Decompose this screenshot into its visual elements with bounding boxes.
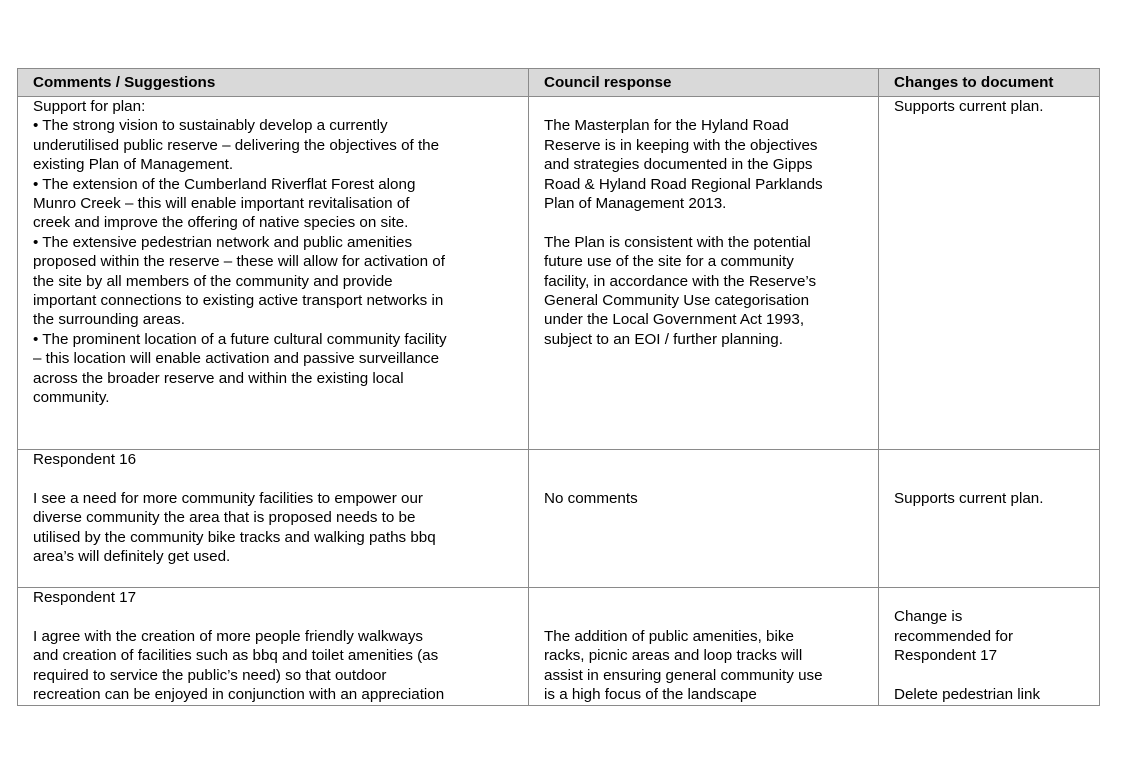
comment-line: I see a need for more community facilities to empower our [33, 489, 423, 507]
comment-line: and creation of facilities such as bbq and toilet amenities (as [33, 647, 439, 665]
blank-line [894, 666, 1099, 685]
comment-line: Respondent 17 [33, 589, 137, 606]
comment-line: I agree with the creation of more people friendly walkways [33, 627, 424, 645]
comment-line: Respondent 16 [33, 451, 137, 468]
response-line: The addition of public amenities, bike [544, 627, 794, 645]
comments-cell [18, 588, 529, 706]
comment-line: existing Plan of Management. [33, 156, 234, 174]
blank-line [33, 469, 528, 488]
response-line: assist in ensuring general community use [544, 666, 823, 684]
response-line: Road & Hyland Road Regional Parklands [544, 175, 823, 193]
response-line: and strategies documented in the Gipps [544, 156, 813, 174]
table-row [18, 588, 1100, 706]
comment-line: utilised by the community bike tracks and walking paths bbq [33, 528, 436, 546]
response-line: Plan of Management 2013. [544, 195, 727, 213]
response-line: subject to an EOI / further planning. [544, 330, 783, 348]
response-line: Reserve is in keeping with the objectives [544, 136, 818, 154]
comment-line: Support for plan: [33, 98, 146, 115]
changes-cell [879, 97, 1100, 450]
blank-line [894, 469, 1099, 488]
comment-line: diverse community the area that is proposed needs to be [33, 509, 416, 527]
changes-cell [879, 588, 1100, 706]
change-line: recommended for [894, 627, 1014, 645]
comment-line: • The prominent location of a future cultural community facility [33, 330, 447, 348]
blank-line [544, 450, 878, 469]
comment-line: • The extensive pedestrian network and public amenities [33, 233, 413, 251]
council-response-cell [529, 97, 879, 450]
table-row [18, 450, 1100, 588]
response-line: facility, in accordance with the Reserve’s [544, 272, 817, 290]
comment-line: • The extension of the Cumberland Riverflat Forest along [33, 175, 416, 193]
blank-line [544, 213, 878, 232]
change-line: Delete pedestrian link [894, 686, 1041, 703]
blank-line [544, 588, 878, 607]
council-response-cell [529, 450, 879, 588]
blank-line [33, 607, 528, 626]
response-line: The Plan is consistent with the potential [544, 233, 811, 251]
blank-line [544, 97, 878, 116]
table-row [18, 97, 1100, 450]
header-row [18, 69, 1100, 97]
feedback-table [17, 68, 1100, 706]
response-line: future use of the site for a community [544, 253, 794, 271]
blank-line [544, 469, 878, 488]
response-line: General Community Use categorisation [544, 292, 810, 310]
comments-cell [18, 97, 529, 450]
council-response-cell [529, 588, 879, 706]
comment-line: required to service the public’s need) so that outdoor [33, 666, 387, 684]
change-line: Respondent 17 [894, 647, 998, 665]
comment-line: – this location will enable activation and passive surveillance [33, 350, 440, 368]
comment-line: the site by all members of the community and provide [33, 272, 393, 290]
comment-line: across the broader reserve and within the existing local [33, 369, 404, 387]
blank-line [894, 450, 1099, 469]
change-line: Supports current plan. [894, 489, 1044, 507]
response-line: No comments [544, 489, 638, 507]
response-line: The Masterplan for the Hyland Road [544, 117, 789, 135]
blank-line [894, 588, 1099, 607]
header-comments: Comments / Suggestions [18, 69, 529, 97]
change-line: Supports current plan. [894, 98, 1044, 115]
comment-line: proposed within the reserve – these will allow for activation of [33, 253, 445, 271]
response-line: is a high focus of the landscape [544, 686, 757, 703]
comment-line: creek and improve the offering of native species on site. [33, 214, 409, 232]
comment-line: important connections to existing active transport networks in [33, 292, 444, 310]
comment-line: recreation can be enjoyed in conjunction with an appreciation [33, 686, 445, 704]
comments-cell [18, 450, 529, 588]
comment-line: underutilised public reserve – delivering the objectives of the [33, 136, 440, 154]
comment-line: • The strong vision to sustainably develop a currently [33, 117, 388, 135]
blank-line [544, 607, 878, 626]
comment-line: the surrounding areas. [33, 311, 185, 329]
header-council-response: Council response [529, 69, 879, 97]
comment-line: community. [33, 389, 110, 407]
header-changes: Changes to document [879, 69, 1100, 97]
comment-line: area’s will definitely get used. [33, 548, 231, 566]
comment-line: Munro Creek – this will enable important revitalisation of [33, 195, 410, 213]
response-line: under the Local Government Act 1993, [544, 311, 805, 329]
changes-cell [879, 450, 1100, 588]
response-line: racks, picnic areas and loop tracks will [544, 647, 803, 665]
change-line: Change is [894, 608, 963, 626]
